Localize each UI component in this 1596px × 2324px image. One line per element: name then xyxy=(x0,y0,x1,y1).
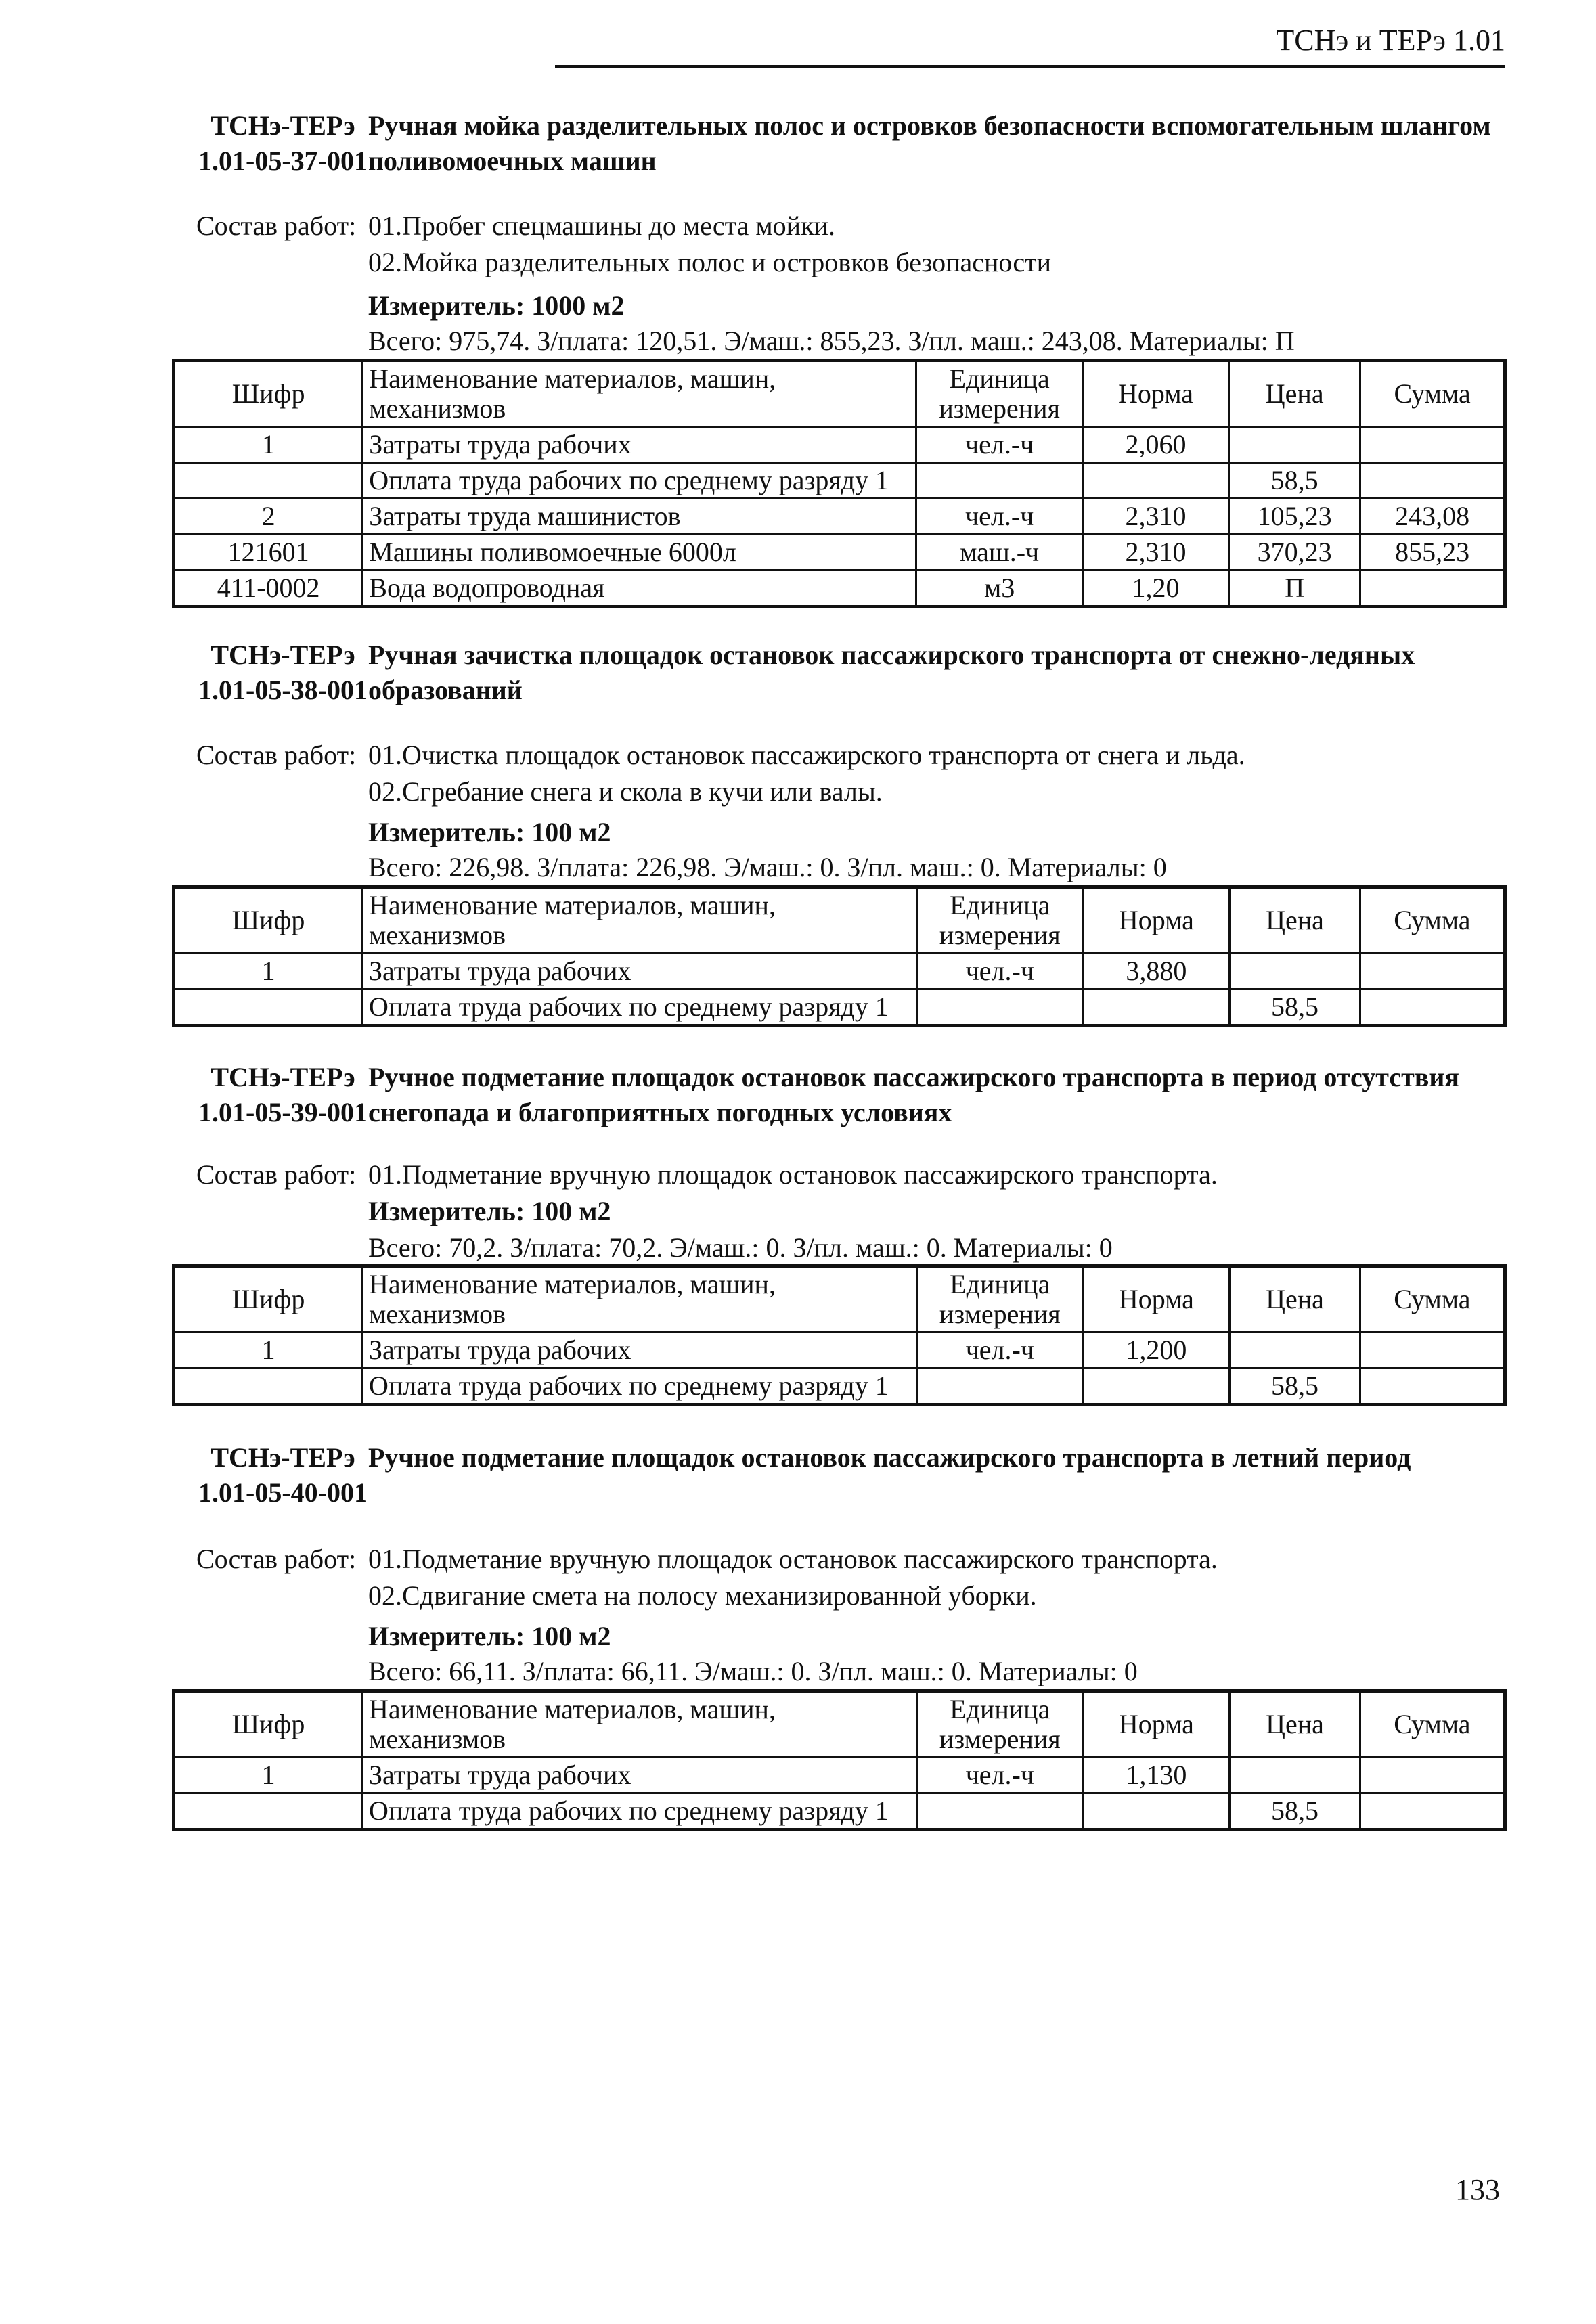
page-number: 133 xyxy=(1455,2173,1500,2206)
col-price: Цена xyxy=(1229,361,1360,427)
table-row: 1 Затраты труда рабочих чел.-ч 2,060 xyxy=(174,427,1505,463)
running-header xyxy=(555,19,1505,68)
totals-line: Всего: 975,74. З/плата: 120,51. Э/маш.: 855,23. З/пл. маш.: 243,08. Материалы: П xyxy=(368,326,1295,356)
table-header-row: Шифр Наименование материалов, машин, механизмов Единица измерения Норма Цена Сумма xyxy=(174,1266,1505,1333)
materials-table xyxy=(172,1264,1507,1406)
section-code: ТСНэ-ТЕРэ 1.01-05-40-001 xyxy=(198,1442,368,1508)
measure: Измеритель: 1000 м2 xyxy=(368,290,625,321)
work-item: 01.Подметание вручную площадок остановок пассажирского транспорта. xyxy=(368,1159,1218,1190)
measure: Измеритель: 100 м2 xyxy=(368,1196,611,1226)
materials-table xyxy=(172,359,1507,608)
section-title: Ручное подметание площадок остановок пассажирского транспорта в период отсутствия снегопада и благоприятных погодных условиях xyxy=(368,1062,1460,1127)
section-title: Ручное подметание площадок остановок пассажирского транспорта в летний период xyxy=(368,1442,1411,1473)
col-sum: Сумма xyxy=(1360,361,1505,427)
work-label: Состав работ: xyxy=(196,740,357,770)
table-row: 1 Затраты труда рабочих чел.-ч 1,130 xyxy=(174,1758,1505,1793)
work-item: 01.Подметание вручную площадок остановок пассажирского транспорта. xyxy=(368,1544,1218,1574)
section-title: Ручная зачистка площадок остановок пассажирского транспорта от снежно-ледяных образований xyxy=(368,640,1415,705)
table-header-row xyxy=(174,361,1505,427)
work-item: 02.Сгребание снега и скола в кучи или валы. xyxy=(368,776,883,807)
measure: Измеритель: 100 м2 xyxy=(368,1621,611,1651)
table-header-row: Шифр Наименование материалов, машин, механизмов Единица измерения Норма Цена Сумма xyxy=(174,1691,1505,1758)
section-code: ТСНэ-ТЕРэ 1.01-05-39-001 xyxy=(198,1062,368,1127)
table-row: 1 Затраты труда рабочих чел.-ч 3,880 xyxy=(174,954,1505,989)
work-label: Состав работ: xyxy=(196,1544,357,1574)
table-row: 1 Затраты труда рабочих чел.-ч 1,200 xyxy=(174,1333,1505,1368)
totals-line: Всего: 226,98. З/плата: 226,98. Э/маш.: 0. З/пл. маш.: 0. Материалы: 0 xyxy=(368,852,1167,882)
table-row: 2 Затраты труда машинистов чел.-ч 2,310 105,23 243,08 xyxy=(174,499,1505,535)
work-label: Состав работ: xyxy=(196,1159,357,1190)
table-header-row: Шифр Наименование материалов, машин, механизмов Единица измерения Норма Цена Сумма xyxy=(174,887,1505,954)
work-item: 02.Мойка разделительных полос и островков безопасности xyxy=(368,247,1052,277)
section-code: ТСНэ-ТЕРэ 1.01-05-37-001 xyxy=(198,110,368,176)
work-item: 01.Очистка площадок остановок пассажирского транспорта от снега и льда. xyxy=(368,740,1245,770)
col-unit: Единица измерения xyxy=(916,361,1082,427)
header-title: ТСНэ и ТЕРэ 1.01 xyxy=(1276,24,1505,57)
materials-table xyxy=(172,1689,1507,1831)
totals-line: Всего: 66,11. З/плата: 66,11. Э/маш.: 0. З/пл. маш.: 0. Материалы: 0 xyxy=(368,1656,1138,1686)
measure: Измеритель: 100 м2 xyxy=(368,817,611,847)
work-label: Состав работ: xyxy=(196,210,357,241)
table-row: Оплата труда рабочих по среднему разряду 1 58,5 xyxy=(174,1368,1505,1405)
work-item: 01.Пробег спецмашины до места мойки. xyxy=(368,210,835,241)
col-shifr: Шифр xyxy=(174,361,363,427)
section-title: Ручная мойка разделительных полос и островков безопасности вспомогательным шлангом поливомоечных машин xyxy=(368,110,1491,176)
col-norma: Норма xyxy=(1082,361,1228,427)
totals-line: Всего: 70,2. З/плата: 70,2. Э/маш.: 0. З/пл. маш.: 0. Материалы: 0 xyxy=(368,1232,1113,1263)
work-item: 02.Сдвигание смета на полосу механизированной уборки. xyxy=(368,1580,1037,1611)
table-row: Оплата труда рабочих по среднему разряду 1 58,5 xyxy=(174,463,1505,499)
table-row: Оплата труда рабочих по среднему разряду 1 58,5 xyxy=(174,1793,1505,1830)
table-row: 411-0002 Вода водопроводная м3 1,20 П xyxy=(174,571,1505,607)
section-code: ТСНэ-ТЕРэ 1.01-05-38-001 xyxy=(198,640,368,705)
table-row: 121601 Машины поливомоечные 6000л маш.-ч 2,310 370,23 855,23 xyxy=(174,535,1505,571)
col-name: Наименование материалов, машин, механизмов xyxy=(363,361,916,427)
table-row: Оплата труда рабочих по среднему разряду 1 58,5 xyxy=(174,989,1505,1026)
materials-table xyxy=(172,885,1507,1027)
